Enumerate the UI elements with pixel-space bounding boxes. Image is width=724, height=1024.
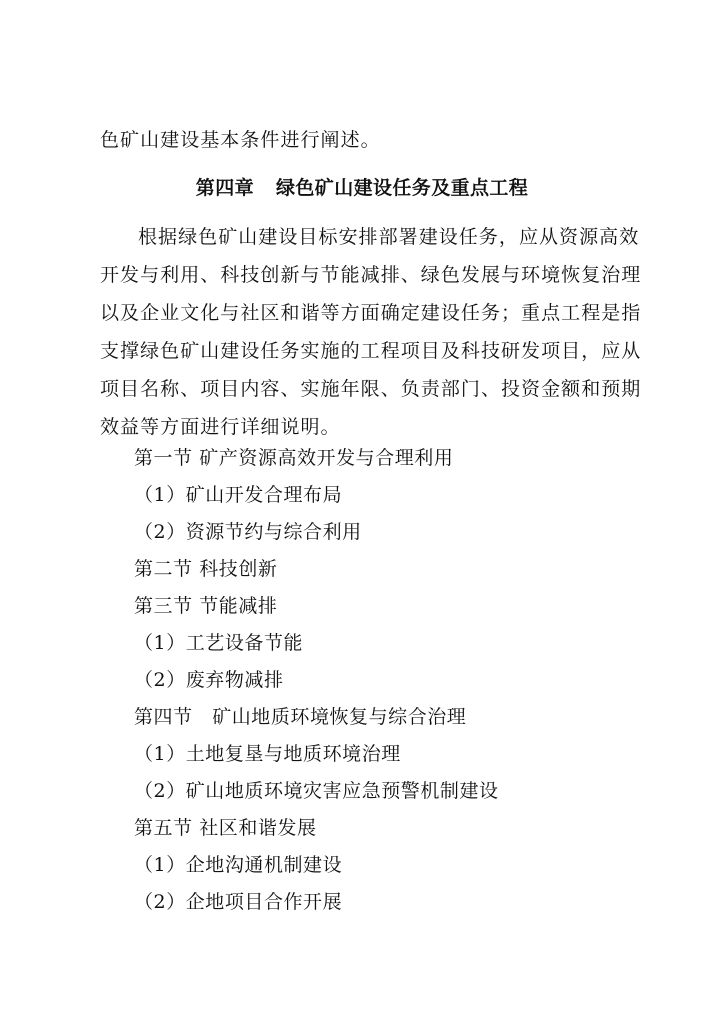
paragraph-line: 开发与利用、科技创新与节能减排、绿色发展与环境恢复治理 bbox=[100, 264, 642, 286]
subsection-item: （2）企地项目合作开展 bbox=[134, 891, 343, 913]
chapter-number: 第四章 bbox=[195, 177, 254, 199]
section-heading-4: 第四节 矿山地质环境恢复与综合治理 bbox=[134, 706, 467, 728]
paragraph-line: 支撑绿色矿山建设任务实施的工程项目及科技研发项目，应从 bbox=[100, 340, 642, 362]
subsection-item: （1）企地沟通机制建设 bbox=[134, 854, 343, 876]
paragraph-line: 效益等方面进行详细说明。 bbox=[100, 416, 341, 438]
subsection-item: （2）矿山地质环境灾害应急预警机制建设 bbox=[134, 780, 499, 802]
section-heading-3: 第三节 节能减排 bbox=[134, 595, 278, 617]
paragraph-line: 根据绿色矿山建设目标安排部署建设任务，应从资源高效 bbox=[138, 226, 640, 248]
section-heading-5: 第五节 社区和谐发展 bbox=[134, 817, 317, 839]
chapter-title: 绿色矿山建设任务及重点工程 bbox=[276, 177, 529, 199]
section-heading-2: 第二节 科技创新 bbox=[134, 558, 278, 580]
intro-text-line: 色矿山建设基本条件进行阐述。 bbox=[100, 129, 381, 151]
subsection-item: （2）资源节约与综合利用 bbox=[134, 521, 362, 543]
paragraph-line: 以及企业文化与社区和谐等方面确定建设任务；重点工程是指 bbox=[100, 302, 642, 324]
subsection-item: （2）废弃物减排 bbox=[134, 669, 284, 691]
paragraph-line: 项目名称、项目内容、实施年限、负责部门、投资金额和预期 bbox=[100, 378, 642, 400]
chapter-heading bbox=[0, 175, 724, 201]
subsection-item: （1）矿山开发合理布局 bbox=[134, 484, 343, 506]
subsection-item: （1）土地复垦与地质环境治理 bbox=[134, 743, 401, 765]
section-heading-1: 第一节 矿产资源高效开发与合理利用 bbox=[134, 447, 454, 469]
subsection-item: （1）工艺设备节能 bbox=[134, 632, 304, 654]
